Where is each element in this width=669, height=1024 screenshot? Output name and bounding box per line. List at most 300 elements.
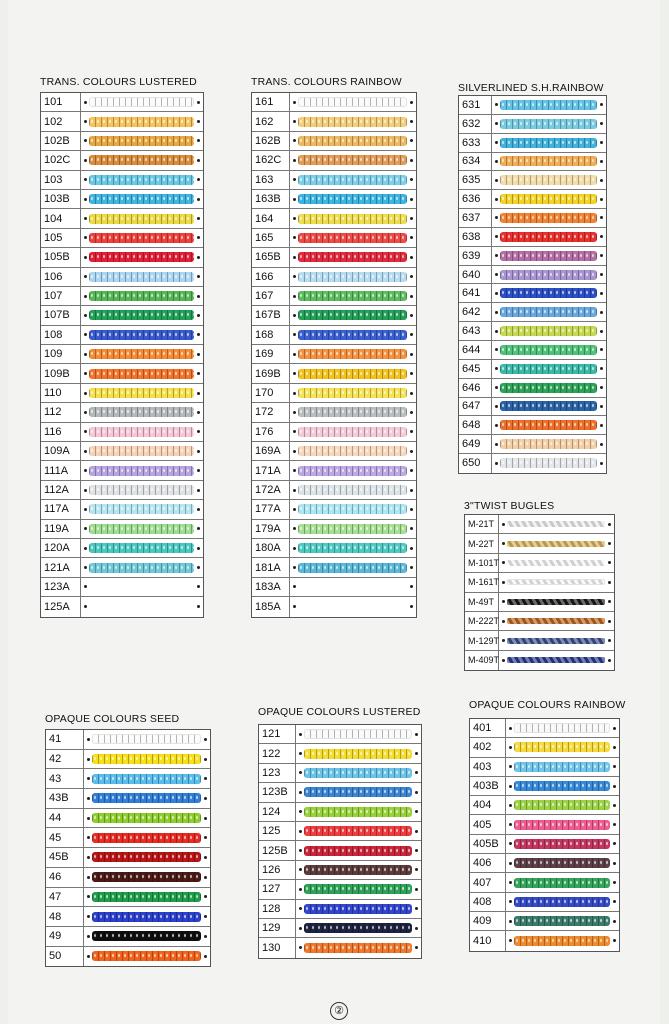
bead-code: 185A	[252, 597, 290, 616]
dot-mark	[197, 198, 200, 201]
table-row	[259, 880, 421, 899]
bead-code: 120A	[41, 539, 81, 557]
bead-sample-cell	[81, 326, 203, 344]
table-row	[252, 442, 416, 461]
bead-strand	[304, 787, 412, 797]
bead-sample-cell	[492, 134, 606, 152]
bead-sample-cell	[290, 229, 416, 247]
bead-code: 45B	[46, 848, 84, 867]
table-row	[252, 578, 416, 597]
dot-mark	[410, 547, 413, 550]
dot-mark	[293, 527, 296, 530]
table-row	[252, 132, 416, 151]
table-row	[465, 612, 614, 631]
bead-code: 162	[252, 112, 290, 130]
bead-strand	[514, 878, 610, 888]
dot-mark	[84, 566, 87, 569]
bead-strand	[304, 768, 412, 778]
dot-mark	[84, 353, 87, 356]
bead-sample-cell	[81, 93, 203, 111]
bead-strand	[304, 807, 412, 817]
bead-strand	[298, 214, 407, 224]
bead-code: 179A	[252, 520, 290, 538]
dot-mark	[299, 830, 302, 833]
table-row	[252, 287, 416, 306]
bead-sample-cell	[492, 435, 606, 453]
bead-code: 104	[41, 209, 81, 227]
dot-mark	[502, 659, 505, 662]
bead-code: 123	[259, 764, 296, 782]
table-row	[46, 828, 210, 848]
dot-mark	[84, 508, 87, 511]
bead-code: 645	[459, 360, 492, 378]
bead-strand	[500, 288, 597, 298]
dot-mark	[600, 330, 603, 333]
dot-mark	[495, 330, 498, 333]
bead-sample-cell	[296, 919, 421, 937]
bead-sample-cell	[506, 777, 619, 795]
dot-mark	[299, 868, 302, 871]
table-row	[46, 927, 210, 947]
bead-code: 124	[259, 803, 296, 821]
bead-code: 103B	[41, 190, 81, 208]
bead-strand	[500, 119, 597, 129]
dot-mark	[410, 178, 413, 181]
table-row	[459, 284, 606, 303]
bead-code: M-161T	[465, 573, 499, 591]
dot-mark	[299, 752, 302, 755]
dot-mark	[502, 620, 505, 623]
bead-sample-cell	[84, 730, 210, 749]
bead-strand	[89, 504, 194, 514]
table-row	[252, 93, 416, 112]
bead-sample-cell	[81, 539, 203, 557]
bugle-strand	[507, 657, 605, 663]
bead-sample-cell	[290, 132, 416, 150]
dot-mark	[204, 758, 207, 761]
table-row	[41, 326, 203, 345]
bead-code: 49	[46, 927, 84, 946]
bead-code: 161	[252, 93, 290, 111]
dot-mark	[600, 443, 603, 446]
table-row	[259, 803, 421, 822]
bead-strand	[298, 543, 407, 553]
bead-code: 639	[459, 247, 492, 265]
bead-sample-cell	[290, 93, 416, 111]
bead-strand	[89, 330, 194, 340]
table-row	[41, 481, 203, 500]
table-row	[252, 597, 416, 616]
bead-strand	[92, 833, 201, 843]
dot-mark	[87, 935, 90, 938]
bead-sample-cell	[506, 719, 619, 737]
bead-strand	[89, 155, 194, 165]
table-row	[252, 364, 416, 383]
dot-mark	[299, 771, 302, 774]
bead-code: 634	[459, 153, 492, 171]
bead-code: 641	[459, 284, 492, 302]
table-row	[252, 403, 416, 422]
table-row	[252, 481, 416, 500]
bead-sample-cell	[290, 248, 416, 266]
dot-mark	[415, 927, 418, 930]
bead-code: 164	[252, 209, 290, 227]
bead-code: 125B	[259, 841, 296, 859]
bead-code: 111A	[41, 461, 81, 479]
table-row	[465, 631, 614, 650]
dot-mark	[299, 888, 302, 891]
bead-strand	[304, 749, 412, 759]
dot-mark	[415, 791, 418, 794]
table-row	[41, 287, 203, 306]
bead-strand	[514, 723, 610, 733]
bead-strand	[89, 524, 194, 534]
bead-strand	[298, 272, 407, 282]
bead-sample-cell	[290, 209, 416, 227]
dot-mark	[495, 443, 498, 446]
dot-mark	[299, 907, 302, 910]
bead-strand	[514, 800, 610, 810]
bead-sample-cell	[290, 481, 416, 499]
table-row	[465, 534, 614, 553]
bead-sample-cell	[506, 815, 619, 833]
dot-mark	[87, 915, 90, 918]
bead-sample-cell	[81, 481, 203, 499]
dot-mark	[509, 746, 512, 749]
bead-strand	[298, 563, 407, 573]
section-title: SILVERLINED S.H.RAINBOW	[458, 82, 604, 94]
bead-code: 640	[459, 266, 492, 284]
bead-code: 176	[252, 423, 290, 441]
bead-code: 404	[470, 796, 506, 814]
bead-strand	[92, 931, 201, 941]
table-row	[41, 539, 203, 558]
bead-code: 648	[459, 416, 492, 434]
dot-mark	[410, 236, 413, 239]
dot-mark	[293, 139, 296, 142]
dot-mark	[410, 411, 413, 414]
table-row	[465, 554, 614, 573]
dot-mark	[87, 797, 90, 800]
dot-mark	[613, 727, 616, 730]
dot-mark	[410, 217, 413, 220]
table-row	[252, 190, 416, 209]
bead-sample-cell	[290, 171, 416, 189]
dot-mark	[613, 746, 616, 749]
dot-mark	[197, 295, 200, 298]
table-row	[252, 229, 416, 248]
bead-sample-cell	[506, 873, 619, 891]
table-row	[41, 578, 203, 597]
dot-mark	[84, 489, 87, 492]
bead-strand	[298, 136, 407, 146]
dot-mark	[197, 585, 200, 588]
bead-strand	[89, 543, 194, 553]
bead-code: 167	[252, 287, 290, 305]
bead-strand	[514, 897, 610, 907]
bead-code: 167B	[252, 306, 290, 324]
dot-mark	[613, 765, 616, 768]
dot-mark	[509, 823, 512, 826]
dot-mark	[84, 198, 87, 201]
dot-mark	[197, 450, 200, 453]
bead-sample-cell	[506, 854, 619, 872]
bead-sample-cell	[499, 534, 614, 552]
bead-sample-cell	[290, 597, 416, 616]
table-row	[465, 573, 614, 592]
bead-code: 44	[46, 809, 84, 828]
dot-mark	[84, 101, 87, 104]
table-row	[252, 423, 416, 442]
bead-code: 649	[459, 435, 492, 453]
dot-mark	[495, 311, 498, 314]
bead-code: 181A	[252, 558, 290, 576]
bead-code: 169B	[252, 364, 290, 382]
bead-strand	[304, 846, 412, 856]
dot-mark	[495, 292, 498, 295]
bead-strand	[304, 904, 412, 914]
bead-strand	[92, 754, 201, 764]
dot-mark	[600, 292, 603, 295]
bead-code: 632	[459, 115, 492, 133]
bead-code: 402	[470, 738, 506, 756]
dot-mark	[84, 392, 87, 395]
bead-sample-cell	[290, 151, 416, 169]
dot-mark	[293, 469, 296, 472]
bead-code: 50	[46, 947, 84, 967]
table-row	[459, 153, 606, 172]
bead-strand	[298, 155, 407, 165]
bead-sample-cell	[81, 287, 203, 305]
bead-code: 105	[41, 229, 81, 247]
dot-mark	[509, 765, 512, 768]
table-row	[470, 931, 619, 950]
bead-strand	[298, 97, 407, 107]
bead-code: 123B	[259, 783, 296, 801]
bead-sample-cell	[492, 454, 606, 473]
bead-code: 42	[46, 750, 84, 769]
dot-mark	[87, 836, 90, 839]
table-row	[46, 769, 210, 789]
dot-mark	[87, 895, 90, 898]
dot-mark	[293, 547, 296, 550]
bead-sample-cell	[492, 96, 606, 114]
bead-code: 102	[41, 112, 81, 130]
dot-mark	[608, 542, 611, 545]
dot-mark	[204, 856, 207, 859]
bead-code: 408	[470, 893, 506, 911]
bead-strand	[92, 872, 201, 882]
bead-strand	[500, 251, 597, 261]
bead-strand	[89, 407, 194, 417]
bead-code: 106	[41, 268, 81, 286]
bead-sample-cell	[290, 190, 416, 208]
bead-sample-cell	[290, 520, 416, 538]
dot-mark	[608, 581, 611, 584]
dot-mark	[600, 122, 603, 125]
dot-mark	[84, 333, 87, 336]
bead-sample-cell	[84, 750, 210, 769]
table-row	[41, 306, 203, 325]
dot-mark	[495, 405, 498, 408]
bead-code: 403	[470, 758, 506, 776]
bead-strand	[500, 401, 597, 411]
table-row	[259, 783, 421, 802]
dot-mark	[204, 738, 207, 741]
bead-strand	[92, 852, 201, 862]
bead-sample-cell	[81, 442, 203, 460]
dot-mark	[415, 733, 418, 736]
dot-mark	[410, 585, 413, 588]
table-row	[459, 247, 606, 266]
dot-mark	[293, 275, 296, 278]
bead-sample-cell	[81, 229, 203, 247]
dot-mark	[299, 849, 302, 852]
bead-code: 643	[459, 322, 492, 340]
bead-strand	[89, 214, 194, 224]
table-row	[41, 597, 203, 616]
table-row	[252, 520, 416, 539]
bead-strand	[500, 420, 597, 430]
bead-sample-cell	[290, 539, 416, 557]
bead-code: 644	[459, 341, 492, 359]
dot-mark	[410, 198, 413, 201]
table-row	[465, 593, 614, 612]
bead-sample-cell	[499, 631, 614, 649]
bead-sample-cell	[492, 303, 606, 321]
table-row	[41, 442, 203, 461]
table-row	[459, 303, 606, 322]
dot-mark	[84, 295, 87, 298]
bead-code: 168	[252, 326, 290, 344]
bead-sample-cell	[506, 893, 619, 911]
table-row	[459, 322, 606, 341]
dot-mark	[600, 160, 603, 163]
dot-mark	[502, 600, 505, 603]
dot-mark	[84, 275, 87, 278]
bead-sample-cell	[492, 360, 606, 378]
bead-sample-cell	[296, 744, 421, 762]
table-row	[459, 416, 606, 435]
bead-sample-cell	[81, 461, 203, 479]
bead-code: 636	[459, 190, 492, 208]
dot-mark	[415, 946, 418, 949]
table-row	[459, 398, 606, 417]
table-row	[46, 750, 210, 770]
bead-code: 125A	[41, 597, 81, 616]
dot-mark	[600, 254, 603, 257]
dot-mark	[197, 101, 200, 104]
dot-mark	[87, 955, 90, 958]
dot-mark	[299, 733, 302, 736]
bead-sample-cell	[296, 841, 421, 859]
bead-sample-cell	[290, 384, 416, 402]
bead-sample-cell	[492, 398, 606, 416]
bead-code: 109	[41, 345, 81, 363]
dot-mark	[613, 785, 616, 788]
bead-strand	[92, 912, 201, 922]
bead-table	[258, 724, 422, 959]
dot-mark	[204, 797, 207, 800]
bead-strand	[500, 439, 597, 449]
bead-code: 43	[46, 769, 84, 788]
bead-strand	[89, 272, 194, 282]
bead-sample-cell	[492, 341, 606, 359]
dot-mark	[197, 411, 200, 414]
dot-mark	[495, 386, 498, 389]
dot-mark	[495, 273, 498, 276]
dot-mark	[197, 236, 200, 239]
bead-sample-cell	[84, 848, 210, 867]
bead-strand	[92, 734, 201, 744]
bead-code: 180A	[252, 539, 290, 557]
bead-sample-cell	[499, 651, 614, 670]
dot-mark	[502, 561, 505, 564]
bead-sample-cell	[492, 416, 606, 434]
bead-code: 163	[252, 171, 290, 189]
bead-code: 401	[470, 719, 506, 737]
dot-mark	[293, 198, 296, 201]
bead-table	[40, 92, 204, 618]
dot-mark	[293, 605, 296, 608]
bead-code: 405B	[470, 835, 506, 853]
table-row	[41, 364, 203, 383]
dot-mark	[87, 817, 90, 820]
bead-code: 116	[41, 423, 81, 441]
dot-mark	[299, 946, 302, 949]
dot-mark	[84, 139, 87, 142]
bead-code: 108	[41, 326, 81, 344]
dot-mark	[600, 198, 603, 201]
dot-mark	[293, 120, 296, 123]
bead-code: 110	[41, 384, 81, 402]
dot-mark	[495, 235, 498, 238]
table-row	[252, 306, 416, 325]
bead-code: 638	[459, 228, 492, 246]
dot-mark	[415, 752, 418, 755]
bead-strand	[92, 892, 201, 902]
dot-mark	[509, 785, 512, 788]
bead-sample-cell	[492, 266, 606, 284]
bead-strand	[89, 388, 194, 398]
dot-mark	[293, 353, 296, 356]
dot-mark	[600, 424, 603, 427]
bead-code: 642	[459, 303, 492, 321]
table-row	[46, 848, 210, 868]
bead-strand	[500, 194, 597, 204]
table-row	[259, 822, 421, 841]
dot-mark	[84, 314, 87, 317]
bead-sample-cell	[296, 861, 421, 879]
bead-code: 631	[459, 96, 492, 114]
bead-sample-cell	[506, 835, 619, 853]
dot-mark	[84, 411, 87, 414]
dot-mark	[293, 314, 296, 317]
table-row	[41, 93, 203, 112]
table-row	[46, 730, 210, 750]
dot-mark	[608, 659, 611, 662]
table-row	[252, 171, 416, 190]
bead-sample-cell	[506, 758, 619, 776]
bead-code: 169	[252, 345, 290, 363]
bead-strand	[92, 774, 201, 784]
bead-code: 41	[46, 730, 84, 749]
table-row	[46, 888, 210, 908]
dot-mark	[204, 935, 207, 938]
section-title: OPAQUE COLOURS LUSTERED	[258, 706, 421, 718]
bead-table	[458, 95, 607, 474]
table-row	[41, 248, 203, 267]
